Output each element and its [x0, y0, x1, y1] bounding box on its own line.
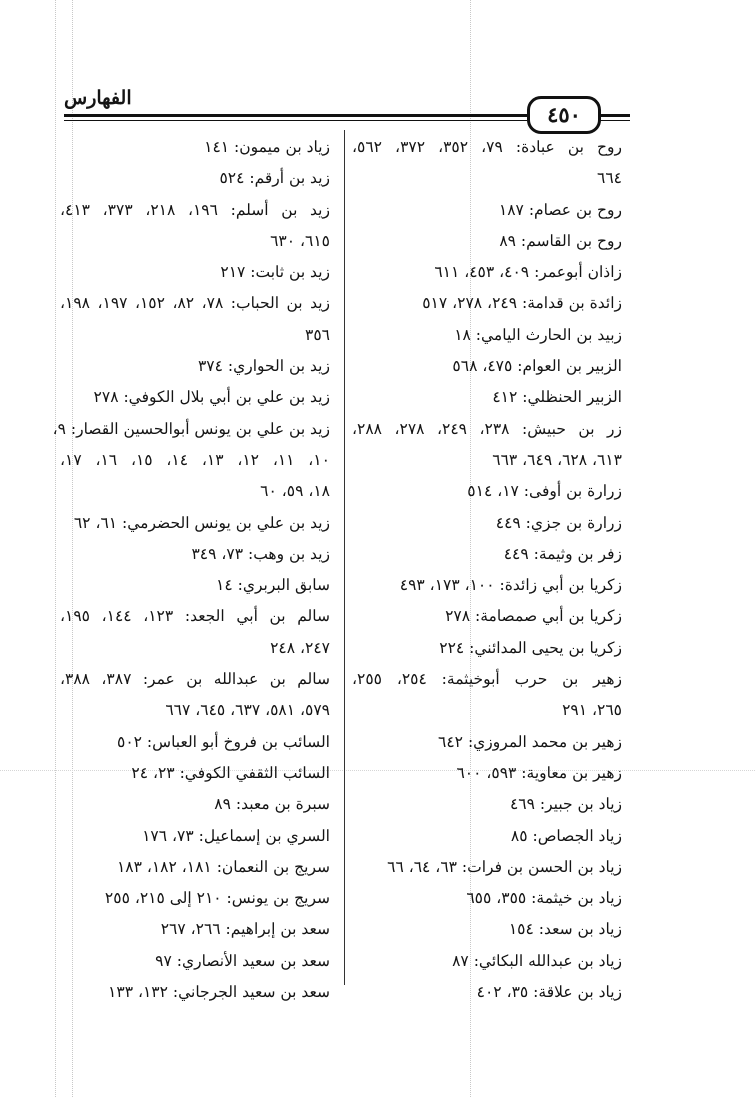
index-entry: زرارة بن جزي: ٤٤٩	[495, 513, 622, 532]
index-entry: زيد بن علي بن يونس أبوالحسين القصار: ٩،	[52, 419, 330, 438]
index-entry: ٦١٥، ٦٣٠	[270, 231, 330, 250]
index-entry: السائب الثقفي الكوفي: ٢٣، ٢٤	[131, 763, 330, 782]
index-entry: زهير بن معاوية: ٥٩٣، ٦٠٠	[456, 763, 622, 782]
index-entry: زر بن حبيش: ٢٣٨، ٢٤٩، ٢٧٨، ٢٨٨،	[352, 419, 623, 438]
index-entry: زياد بن خيثمة: ٣٥٥، ٦٥٥	[466, 889, 622, 908]
index-entry: سابق البربري: ١٤	[216, 576, 330, 595]
index-entry: روح بن القاسم: ٨٩	[499, 231, 622, 250]
section-title: الفهارس	[64, 87, 132, 109]
index-entry: سعد بن سعيد الجرجاني: ١٣٢، ١٣٣	[108, 983, 330, 1002]
index-entry: زكريا بن أبي زائدة: ١٠٠، ١٧٣، ٤٩٣	[399, 576, 622, 595]
index-entry: زكريا بن يحيى المدائني: ٢٢٤	[439, 638, 622, 657]
index-entry: ١٠، ١١، ١٢، ١٣، ١٤، ١٥، ١٦، ١٧،	[60, 450, 330, 469]
index-entry: زهير بن محمد المروزي: ٦٤٢	[438, 732, 622, 751]
index-entry: زكريا بن أبي صمصامة: ٢٧٨	[445, 607, 622, 626]
index-entry: زبيد بن الحارث اليامي: ١٨	[454, 325, 622, 344]
index-entry: زياد الجصاص: ٨٥	[510, 826, 622, 845]
index-entry: زياد بن علاقة: ٣٥، ٤٠٢	[476, 983, 622, 1002]
index-entry: زيد بن علي بن يونس الحضرمي: ٦١، ٦٢	[73, 513, 330, 532]
right-column	[352, 132, 622, 1008]
index-entry: زيد بن الحباب: ٧٨، ٨٢، ١٥٢، ١٩٧، ١٩٨،	[60, 294, 331, 313]
index-entry: ٢٤٧، ٢٤٨	[270, 638, 330, 657]
index-entry: زياد بن عبدالله البكائي: ٨٧	[452, 951, 622, 970]
header-rule	[64, 114, 527, 117]
index-entry: ٦١٣، ٦٢٨، ٦٤٩، ٦٦٣	[492, 450, 622, 469]
header-rule	[600, 120, 630, 121]
left-column	[52, 132, 331, 1008]
header-rule	[600, 114, 630, 117]
index-entry: زيد بن الحواري: ٣٧٤	[197, 357, 330, 376]
index-entry: سريج بن النعمان: ١٨١، ١٨٢، ١٨٣	[116, 857, 330, 876]
index-entry: زيد بن وهب: ٧٣، ٣٤٩	[191, 544, 330, 563]
header-rule	[64, 120, 527, 121]
index-entry: سالم بن عبدالله بن عمر: ٣٨٧، ٣٨٨،	[60, 670, 330, 689]
index-entry: روح بن عصام: ١٨٧	[498, 200, 622, 219]
index-entry: الزبير بن العوام: ٤٧٥، ٥٦٨	[452, 357, 622, 376]
index-entry: سعد بن سعيد الأنصاري: ٩٧	[155, 951, 330, 970]
index-entry: ٢٦٥، ٢٩١	[562, 701, 622, 720]
index-entry: سعد بن إبراهيم: ٢٦٦، ٢٦٧	[160, 920, 330, 939]
index-entry: سبرة بن معبد: ٨٩	[214, 795, 330, 814]
index-entry: سالم بن أبي الجعد: ١٢٣، ١٤٤، ١٩٥،	[60, 607, 330, 626]
index-entry: زائدة بن قدامة: ٢٤٩، ٢٧٨، ٥١٧	[422, 294, 622, 313]
index-entry: زيد بن أرقم: ٥٢٤	[219, 169, 330, 188]
page-number: ٤٥٠	[527, 96, 601, 134]
index-entry: زيد بن علي بن أبي بلال الكوفي: ٢٧٨	[93, 388, 330, 407]
index-entry: زياد بن ميمون: ١٤١	[204, 138, 330, 156]
index-entry: زياد بن جبير: ٤٦٩	[509, 795, 622, 814]
index-entry: ٦٦٤	[597, 169, 622, 188]
index-entry: ١٨، ٥٩، ٦٠	[260, 482, 330, 501]
index-entry: ٣٥٦	[305, 325, 330, 344]
index-entry: زرارة بن أوفى: ١٧، ٥١٤	[467, 482, 622, 501]
index-entry: روح بن عبادة: ٧٩، ٣٥٢، ٣٧٢، ٥٦٢،	[352, 138, 622, 156]
index-entry: الزبير الحنظلي: ٤١٢	[492, 388, 622, 407]
index-entry: السري بن إسماعيل: ٧٣، ١٧٦	[142, 826, 330, 845]
index-entry: السائب بن فروخ أبو العباس: ٥٠٢	[117, 732, 330, 751]
column-divider	[344, 130, 345, 985]
index-entry: ٥٧٩، ٥٨١، ٦٣٧، ٦٤٥، ٦٦٧	[165, 701, 330, 720]
index-entry: سريج بن يونس: ٢١٠ إلى ٢١٥، ٢٥٥	[104, 889, 330, 908]
index-entry: زهير بن حرب أبوخيثمة: ٢٥٤، ٢٥٥،	[352, 670, 622, 689]
index-entry: زياد بن سعد: ١٥٤	[508, 920, 622, 939]
index-entry: زياد بن الحسن بن فرات: ٦٣، ٦٤، ٦٦	[387, 857, 622, 876]
index-entry: زفر بن وثيمة: ٤٤٩	[503, 544, 622, 563]
scan-artifact-dots	[55, 0, 56, 1097]
index-entry: زيد بن ثابت: ٢١٧	[220, 263, 330, 282]
index-entry: زيد بن أسلم: ١٩٦، ٢١٨، ٣٧٣، ٤١٣،	[60, 200, 330, 219]
index-entry: زاذان أبوعمر: ٤٠٩، ٤٥٣، ٦١١	[434, 263, 622, 282]
